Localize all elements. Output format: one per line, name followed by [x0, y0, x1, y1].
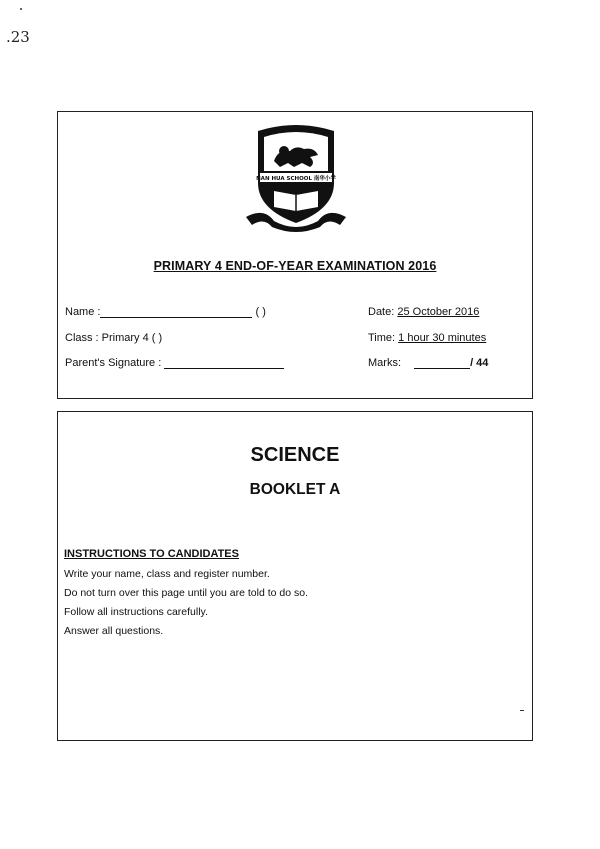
date-label: Date: [368, 306, 395, 318]
signature-row [65, 357, 284, 369]
date-row [368, 306, 479, 318]
booklet-label: BOOKLET A [249, 481, 341, 498]
instruction-item: Write your name, class and register number. [64, 568, 270, 580]
name-label: Name : [65, 306, 101, 318]
name-bracket: ( ) [255, 306, 266, 318]
stray-mark [520, 710, 524, 711]
school-crest-logo [244, 121, 348, 233]
instruction-item: Follow all instructions carefully. [64, 606, 208, 618]
class-label: Class : Primary 4 ( ) [65, 332, 163, 344]
instruction-item: Answer all questions. [64, 625, 164, 637]
header-box [57, 111, 533, 399]
marks-label: Marks: [368, 357, 401, 369]
time-label: Time: [368, 332, 396, 344]
exam-title: PRIMARY 4 END-OF-YEAR EXAMINATION 2016 [153, 259, 437, 273]
stray-dot [20, 8, 22, 10]
signature-label: Parent's Signature : [65, 357, 162, 369]
subject-title: SCIENCE [250, 444, 340, 466]
time-row [368, 332, 486, 344]
marks-value: / 44 [470, 357, 489, 369]
subject-box [57, 411, 533, 741]
instructions-heading: INSTRUCTIONS TO CANDIDATES [64, 548, 239, 560]
margin-note: .23 [6, 28, 30, 46]
time-value: 1 hour 30 minutes [398, 332, 487, 344]
marks-row [368, 357, 488, 369]
name-row [65, 306, 266, 318]
crest-text: NAN HUA SCHOOL 南华小学 [256, 176, 336, 182]
name-line [100, 308, 252, 318]
marks-line [414, 359, 470, 369]
instruction-item: Do not turn over this page until you are told to do so. [64, 587, 308, 599]
class-row [65, 332, 162, 344]
date-value: 25 October 2016 [397, 306, 480, 318]
signature-line [164, 359, 284, 369]
